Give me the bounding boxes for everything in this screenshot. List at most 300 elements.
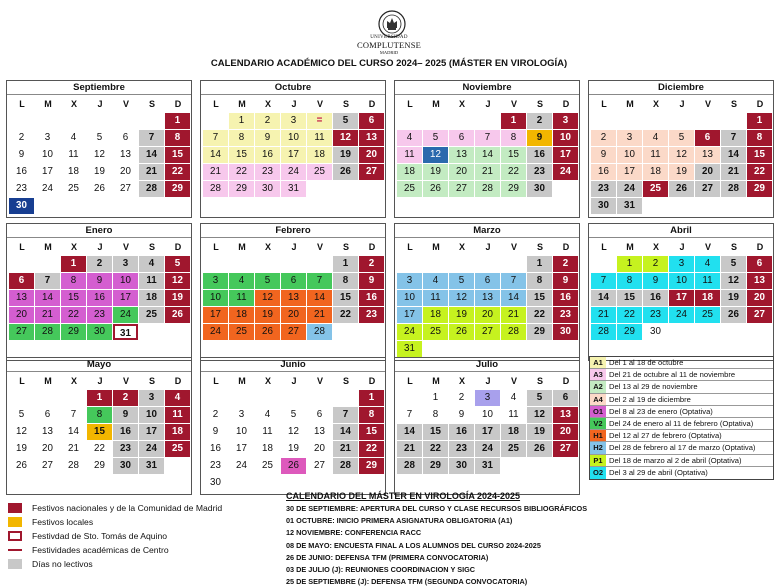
day-cell: 28 [307, 324, 332, 340]
day-cell: 1 [617, 256, 642, 272]
period-row [590, 357, 773, 369]
weekday-header: L [407, 242, 413, 252]
empty-cell [449, 256, 474, 272]
day-cell: 2 [18, 132, 25, 143]
day-cell: 30 [449, 458, 474, 474]
day-cell: 6 [281, 273, 306, 289]
period-row [590, 369, 773, 381]
empty-cell [397, 113, 422, 129]
day-cell: 19 [16, 443, 27, 454]
day-cell: 20 [42, 443, 53, 454]
day-cell: 15 [423, 424, 448, 440]
day-cell: 21 [475, 164, 500, 180]
day-cell: 6 [359, 113, 384, 129]
month-diciembre [588, 80, 774, 218]
day-cell: 25 [68, 183, 79, 194]
weekday-header: S [342, 99, 349, 109]
day-cell: 9 [87, 273, 112, 289]
day-cell: 5 [255, 273, 280, 289]
day-cell: 8 [229, 130, 254, 146]
schedule-line: 30 DE SEPTIEMBRE: APERTURA DEL CURSO Y CLASE RECURSOS BIBLIOGRÁFICOS [286, 504, 588, 513]
weekday-header: X [652, 99, 659, 109]
day-cell: 21 [721, 164, 746, 180]
day-cell: 30 [210, 477, 221, 488]
day-cell: 1 [359, 390, 384, 406]
period-code: A1 [590, 357, 606, 368]
day-cell: 23 [359, 307, 384, 323]
day-cell: 2 [458, 392, 465, 403]
weekday-header: J [97, 242, 103, 252]
day-cell: 14 [68, 426, 79, 437]
weekday-header: S [342, 376, 349, 386]
weekday-header: L [601, 99, 607, 109]
day-cell: 3 [617, 130, 642, 146]
empty-cell [617, 113, 642, 129]
day-cell: 1 [432, 392, 439, 403]
day-cell: 4 [229, 273, 254, 289]
legend-item [8, 557, 93, 570]
empty-cell [139, 113, 164, 129]
schedule-line: 12 NOVIEMBRE: CONFERENCIA RACC [286, 528, 422, 538]
day-cell: 1 [747, 113, 772, 129]
weekday-header: J [485, 99, 491, 109]
day-cell: 14 [397, 424, 422, 440]
day-cell: 4 [264, 409, 271, 420]
day-cell: 8 [333, 273, 358, 289]
day-cell: 18 [68, 166, 79, 177]
day-cell: 19 [721, 290, 746, 306]
day-cell: 24 [617, 181, 642, 197]
period-text: Del 24 de enero al 11 de febrero (Optativa) [609, 419, 754, 429]
day-cell: 1 [165, 113, 190, 129]
day-cell: 23 [113, 441, 138, 457]
schedule-line: 26 DE JUNIO: DEFENSA TFM (PRIMERA CONVOCATORIA) [286, 552, 489, 562]
month-name: Septiembre [7, 81, 191, 95]
day-cell: 16 [527, 147, 552, 163]
day-cell: 10 [397, 290, 422, 306]
day-cell: 5 [527, 390, 552, 406]
day-cell: 27 [747, 307, 772, 323]
day-cell: 25 [695, 307, 720, 323]
month-name: Febrero [201, 224, 385, 238]
weekday-header: D [562, 376, 570, 386]
month-enero [6, 223, 192, 361]
empty-cell [255, 390, 280, 406]
weekday-header: V [510, 242, 517, 252]
day-cell: 14 [307, 290, 332, 306]
day-cell: 29 [423, 458, 448, 474]
day-cell: 1 [61, 256, 86, 272]
page-title: CALENDARIO ACADÉMICO DEL CURSO 2024– 2025 (MÁSTER EN VIROLOGÍA) [210, 58, 568, 69]
day-cell: 18 [262, 443, 273, 454]
empty-cell [307, 390, 332, 406]
weekday-header: M [44, 376, 52, 386]
day-cell: 10 [281, 130, 306, 146]
day-cell: 19 [255, 307, 280, 323]
weekday-header: D [174, 99, 182, 109]
day-cell: = [307, 113, 332, 129]
day-cell: 26 [721, 307, 746, 323]
day-cell: 8 [527, 273, 552, 289]
day-cell: 17 [669, 290, 694, 306]
weekday-header: S [536, 376, 543, 386]
day-cell: 3 [113, 256, 138, 272]
empty-cell [203, 256, 228, 272]
day-cell: 28 [203, 181, 228, 197]
day-cell: 2 [643, 256, 668, 272]
day-cell: 2 [87, 256, 112, 272]
day-cell: 23 [553, 307, 578, 323]
weekday-header: X [70, 242, 77, 252]
empty-cell [591, 113, 616, 129]
empty-cell [475, 113, 500, 129]
day-cell: 13 [120, 149, 131, 160]
legend-swatch [8, 549, 22, 551]
day-cell: 24 [669, 307, 694, 323]
day-cell: 16 [113, 424, 138, 440]
weekday-header: V [510, 99, 517, 109]
day-cell: 29 [61, 324, 86, 340]
day-cell: 5 [669, 130, 694, 146]
day-cell: 2 [359, 256, 384, 272]
weekday-header: M [626, 242, 634, 252]
month-marzo [394, 223, 580, 361]
day-cell: 21 [203, 164, 228, 180]
day-cell: 20 [9, 307, 34, 323]
day-cell: 7 [307, 273, 332, 289]
day-cell: 4 [695, 256, 720, 272]
schedule-line: 03 DE JULIO (J): REUNIONES COORDINACION Y SIGC [286, 565, 476, 575]
day-cell: 20 [475, 307, 500, 323]
day-cell: 17 [281, 147, 306, 163]
day-cell: 15 [333, 290, 358, 306]
day-cell: 28 [591, 324, 616, 340]
day-cell: 25 [139, 307, 164, 323]
day-cell: 11 [397, 147, 422, 163]
period-code: H2 [590, 442, 606, 453]
day-cell: 15 [359, 424, 384, 440]
weekday-header: V [316, 99, 323, 109]
day-cell: 11 [68, 149, 79, 160]
weekday-header: D [368, 242, 376, 252]
weekday-header: S [148, 376, 155, 386]
period-row [590, 442, 773, 454]
day-cell: 3 [203, 273, 228, 289]
day-cell: 10 [203, 290, 228, 306]
day-cell: 8 [747, 130, 772, 146]
day-cell: 24 [397, 324, 422, 340]
weekday-header: V [316, 242, 323, 252]
day-cell: 11 [423, 290, 448, 306]
day-cell: 7 [591, 273, 616, 289]
empty-cell [229, 390, 254, 406]
period-text: Del 21 de octubre al 11 de noviembre [609, 370, 736, 380]
day-cell: 1 [501, 113, 526, 129]
day-cell: 20 [281, 307, 306, 323]
day-cell: 14 [501, 290, 526, 306]
empty-cell [281, 390, 306, 406]
periods-table [589, 356, 774, 480]
day-cell: 8 [501, 130, 526, 146]
day-cell: 27 [9, 324, 34, 340]
day-cell: 12 [165, 273, 190, 289]
weekday-header: J [291, 376, 297, 386]
day-cell: 30 [591, 198, 616, 214]
day-cell: 6 [553, 390, 578, 406]
weekday-header: L [601, 242, 607, 252]
day-cell: 7 [501, 273, 526, 289]
weekday-header: M [432, 242, 440, 252]
month-febrero [200, 223, 386, 361]
day-cell: 26 [423, 181, 448, 197]
month-noviembre [394, 80, 580, 218]
day-cell: 19 [669, 164, 694, 180]
day-cell: 15 [527, 290, 552, 306]
day-cell: 18 [501, 424, 526, 440]
day-cell: 18 [423, 307, 448, 323]
day-cell: 10 [236, 426, 247, 437]
day-cell: 26 [165, 307, 190, 323]
day-cell: 14 [591, 290, 616, 306]
day-cell: 12 [255, 290, 280, 306]
day-cell: 19 [333, 147, 358, 163]
day-cell: 22 [501, 164, 526, 180]
empty-cell [721, 113, 746, 129]
day-cell: 2 [527, 113, 552, 129]
weekday-header: M [432, 99, 440, 109]
weekday-header: V [704, 99, 711, 109]
day-cell: 30 [527, 181, 552, 197]
day-cell: 8 [165, 130, 190, 146]
day-cell: 20 [120, 166, 131, 177]
month-name: Abril [589, 224, 773, 238]
day-cell: 16 [16, 166, 27, 177]
day-cell: 26 [669, 181, 694, 197]
day-cell: 29 [229, 181, 254, 197]
day-cell: 26 [94, 183, 105, 194]
day-cell: 29 [527, 324, 552, 340]
day-cell: 8 [359, 407, 384, 423]
day-cell: 8 [617, 273, 642, 289]
day-cell: 11 [508, 409, 519, 420]
day-cell: 19 [165, 290, 190, 306]
day-cell: 11 [307, 130, 332, 146]
weekday-header: D [368, 376, 376, 386]
weekday-header: D [562, 99, 570, 109]
day-cell: 3 [139, 390, 164, 406]
day-cell: 28 [475, 181, 500, 197]
day-cell: 6 [747, 256, 772, 272]
university-label-small: UNIVERSIDAD [370, 35, 408, 40]
empty-cell [113, 113, 138, 129]
weekday-header: X [652, 242, 659, 252]
period-code: O1 [590, 406, 606, 417]
day-cell: 23 [591, 181, 616, 197]
day-cell: 24 [113, 307, 138, 323]
day-cell: 21 [307, 307, 332, 323]
day-cell: 25 [229, 324, 254, 340]
legend-item [8, 543, 169, 556]
period-row [590, 467, 773, 479]
empty-cell [281, 256, 306, 272]
period-text: Del 3 al 29 de abril (Optativa) [609, 468, 708, 478]
weekday-header: D [368, 99, 376, 109]
day-cell: 6 [475, 273, 500, 289]
day-cell: 5 [449, 273, 474, 289]
day-cell: 12 [721, 273, 746, 289]
empty-cell [61, 390, 86, 406]
day-cell: 13 [359, 130, 384, 146]
day-cell: 28 [68, 460, 79, 471]
weekday-header: L [213, 99, 219, 109]
day-cell: 6 [316, 409, 323, 420]
legend-item [8, 501, 222, 514]
university-city: MADRID [379, 50, 399, 55]
day-cell: 18 [397, 164, 422, 180]
weekday-header: V [510, 376, 517, 386]
day-cell: 23 [210, 460, 221, 471]
day-cell: 22 [61, 307, 86, 323]
weekday-header: S [342, 242, 349, 252]
day-cell: 11 [262, 426, 273, 437]
day-cell: 27 [695, 181, 720, 197]
weekday-header: L [213, 376, 219, 386]
day-cell: 29 [359, 458, 384, 474]
day-cell: 28 [397, 458, 422, 474]
weekday-header: X [458, 376, 465, 386]
empty-cell [591, 256, 616, 272]
day-cell: 12 [527, 407, 552, 423]
weekday-header: L [19, 99, 25, 109]
empty-cell [475, 256, 500, 272]
day-cell: 4 [397, 130, 422, 146]
weekday-header: M [626, 99, 634, 109]
weekday-header: D [174, 376, 182, 386]
day-cell: 11 [643, 147, 668, 163]
day-cell: 2 [553, 256, 578, 272]
day-cell: 10 [139, 407, 164, 423]
day-cell: 28 [721, 181, 746, 197]
day-cell: 26 [527, 441, 552, 457]
legend-label: Festivos locales [32, 516, 94, 527]
day-cell: 10 [482, 409, 493, 420]
day-cell: 3 [238, 409, 245, 420]
day-cell: 25 [643, 181, 668, 197]
weekday-header: J [97, 376, 103, 386]
day-cell: 2 [212, 409, 219, 420]
day-cell: 23 [643, 307, 668, 323]
weekday-header: L [19, 376, 25, 386]
period-code: V2 [590, 418, 606, 429]
empty-cell [397, 256, 422, 272]
weekday-header: X [264, 242, 271, 252]
period-text: Del 12 al 27 de febrero (Optativa) [609, 431, 722, 441]
empty-cell [35, 113, 60, 129]
day-cell: 15 [61, 290, 86, 306]
day-cell: 30 [87, 324, 112, 340]
day-cell: 12 [94, 149, 105, 160]
weekday-header: M [44, 99, 52, 109]
weekday-header: M [238, 99, 246, 109]
weekday-header: J [485, 376, 491, 386]
day-cell: 19 [288, 443, 299, 454]
weekday-header: M [238, 242, 246, 252]
day-cell: 28 [139, 181, 164, 197]
day-cell: 1 [87, 390, 112, 406]
day-cell: 20 [747, 290, 772, 306]
day-cell: 28 [501, 324, 526, 340]
period-text: Del 1 al 18 de octubre [609, 358, 684, 368]
empty-cell [9, 113, 34, 129]
day-cell: 10 [669, 273, 694, 289]
day-cell: 3 [397, 273, 422, 289]
day-cell: 12 [423, 147, 448, 163]
period-code: H1 [590, 430, 606, 441]
day-cell: 13 [747, 273, 772, 289]
legend-swatch [8, 517, 22, 527]
day-cell: 9 [553, 273, 578, 289]
legend-item [8, 529, 167, 542]
day-cell: 28 [333, 458, 358, 474]
day-cell: 7 [406, 409, 413, 420]
weekday-header: X [458, 242, 465, 252]
weekday-header: J [97, 99, 103, 109]
day-cell: 18 [139, 290, 164, 306]
weekday-header: L [407, 99, 413, 109]
day-cell: 14 [35, 290, 60, 306]
weekday-header: V [122, 376, 129, 386]
day-cell: 31 [113, 324, 138, 340]
weekday-header: D [756, 99, 764, 109]
day-cell: 22 [165, 164, 190, 180]
day-cell: 14 [203, 147, 228, 163]
period-row [590, 455, 773, 467]
day-cell: 20 [553, 424, 578, 440]
day-cell: 6 [695, 130, 720, 146]
day-cell: 17 [42, 166, 53, 177]
day-cell: 6 [9, 273, 34, 289]
month-name: Mayo [7, 358, 191, 372]
day-cell: 10 [553, 130, 578, 146]
day-cell: 27 [314, 460, 325, 471]
day-cell: 28 [35, 324, 60, 340]
day-cell: 4 [70, 132, 77, 143]
day-cell: 9 [643, 273, 668, 289]
legend-swatch [8, 503, 22, 513]
day-cell: 14 [721, 147, 746, 163]
day-cell: 2 [113, 390, 138, 406]
day-cell: 21 [35, 307, 60, 323]
day-cell: 24 [139, 441, 164, 457]
day-cell: 14 [475, 147, 500, 163]
month-julio [394, 357, 580, 495]
weekday-header: V [704, 242, 711, 252]
period-code: P1 [590, 455, 606, 466]
day-cell: 17 [139, 424, 164, 440]
period-text: Del 13 al 29 de noviembre [609, 382, 698, 392]
day-cell: 13 [281, 290, 306, 306]
day-cell: 7 [139, 130, 164, 146]
empty-cell [35, 390, 60, 406]
day-cell: 19 [423, 164, 448, 180]
day-cell: 14 [139, 147, 164, 163]
empty-cell [9, 390, 34, 406]
empty-cell [333, 390, 358, 406]
day-cell: 13 [9, 290, 34, 306]
month-septiembre [6, 80, 192, 218]
empty-cell [87, 113, 112, 129]
weekday-header: L [19, 242, 25, 252]
